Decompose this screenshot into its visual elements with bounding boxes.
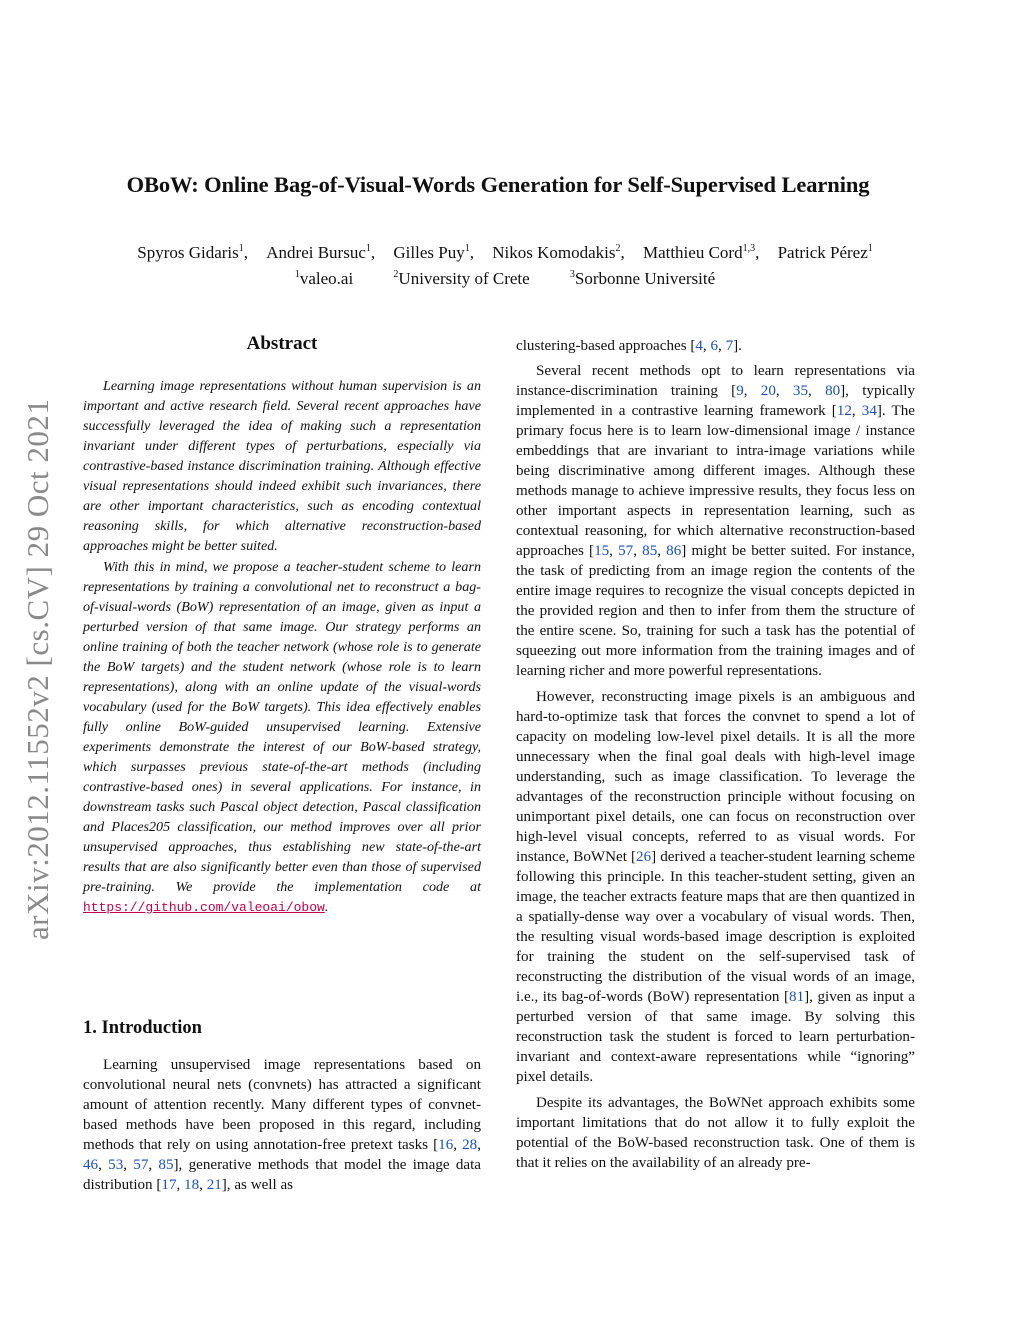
abstract-heading: Abstract (246, 333, 318, 354)
citation-link[interactable]: 16 (438, 1137, 454, 1153)
citation-link[interactable]: 28 (462, 1137, 478, 1153)
citation-link[interactable]: 6 (710, 338, 719, 354)
affiliation: $^1$valeo.ai (294, 269, 354, 288)
affiliation: $^2$University of Crete (393, 269, 530, 288)
citation-link[interactable]: 7 (725, 338, 734, 354)
author: Andrei Bursuc$^1$, (266, 243, 376, 262)
right-column-text (516, 336, 915, 1179)
citation-link[interactable]: 85 (158, 1157, 174, 1173)
author: Patrick Pérez$^1$ (777, 243, 873, 262)
citation-link[interactable]: 9 (736, 383, 744, 399)
citation-link[interactable]: 85 (642, 543, 658, 559)
citation-link[interactable]: 20 (760, 383, 776, 399)
citation-link[interactable]: 46 (83, 1157, 99, 1173)
citation-link[interactable]: 18 (184, 1177, 200, 1193)
body-paragraph: Despite its advantages, the BoWNet approach exhibits some important limitations that do not allow it to fully exploit the potential of the BoW-based reconstruction task. One of them is that it relies on the availability of an already pre- (516, 1095, 915, 1171)
body-paragraph: Several recent methods opt to learn representations via instance-discrimination training [9, 20, 35, 80], typically implemented in a contrastive learning framework [12, 34]. The primary focus here is to learn low-dimensional image / instance embeddings that are invariant to intra-image variations while being discriminative among different images. Although these methods manage to achieve impressive results, they focus less on other important aspects in representation learning, such as contextual reasoning, for which alternative reconstruction-based approaches [15, 57, 85, 86] might be better suited. For instance, the task of predicting from an image region the contents of the entire image requires to recognize the visual concepts depicted in the provided region and then to infer from them the structure of the entire scene. So, training for such a task has the potential of squeezing out more information from the training images and of learning richer and more powerful representations. (516, 363, 916, 679)
introduction-text (83, 1055, 481, 1195)
citation-link[interactable]: 80 (825, 383, 841, 399)
affiliation-list (60, 266, 950, 292)
citation-link[interactable]: 15 (594, 543, 610, 559)
abstract-paragraph: Learning image representations without human supervision is an important and active research field. Several recent approaches have successfully leveraged the idea of making such a representation invariant under different types of perturbations, especially via contrastive-based instance discrimination training. Although effective visual representations should indeed exhibit such invariances, there are other important characteristics, such as encoding contextual reasoning skills, for which alternative reconstruction-based approaches might be better suited. (83, 378, 481, 554)
arxiv-identifier-stamp: arXiv:2012.11552v2 [cs.CV] 29 Oct 2021 (20, 398, 55, 940)
author: Gilles Puy$^1$, (393, 243, 474, 262)
abstract-text (83, 376, 481, 918)
citation-link[interactable]: 4 (695, 338, 703, 354)
section-heading-introduction: 1. Introduction (83, 1018, 202, 1038)
citation-link[interactable]: 21 (206, 1177, 222, 1193)
author-block (60, 240, 950, 292)
citation-link[interactable]: 81 (789, 989, 805, 1005)
citation-link[interactable]: 57 (133, 1157, 149, 1173)
author-list (60, 240, 950, 266)
code-repository-link[interactable]: https://github.com/valeoai/obow (83, 900, 325, 915)
introduction-paragraph: Learning unsupervised image representations based on convolutional neural nets (convnets) has attracted a significant amount of attention recently. Many different types of convnet-based methods have been proposed in this regard, including methods that rely on using annotation-free pretext tasks [16, 28, 46, 53, 57, 85], generative methods that model the image data distribution [17, 18, 21], as well as (83, 1057, 482, 1193)
body-paragraph: However, reconstructing image pixels is an ambiguous and hard-to-optimize task that forces the convnet to spend a lot of capacity on modeling low-level pixel details. It is all the more unnecessary when the final goal deals with high-level image understanding, such as image classification. To leverage the advantages of the reconstruction principle without focusing on unimportant pixel details, one can focus on reconstruction over high-level visual concepts, referred to as visual words. For instance, BoWNet [26] derived a teacher-student learning scheme following this principle. In this teacher-student setting, given an image, the teacher extracts feature maps that are then quantized in a spatially-dense way over a vocabulary of visual words. Then, the resulting visual words-based image description is exploited for training the student on the self-supervised task of reconstructing the distribution of the visual words of an image, i.e., its bag-of-words (BoW) representation [81], given as input a perturbed version of that same image. By solving this reconstruction task the student is forced to learn perturbation-invariant and context-aware representations while “ignoring” pixel details. (516, 689, 916, 1085)
citation-link[interactable]: 53 (108, 1157, 124, 1173)
citation-link[interactable]: 17 (161, 1177, 177, 1193)
body-paragraph: clustering-based approaches [4, 6, 7]. (516, 338, 742, 354)
citation-link[interactable]: 57 (618, 543, 634, 559)
citation-link[interactable]: 26 (636, 849, 652, 865)
author: Nikos Komodakis$^2$, (492, 243, 625, 262)
citation-link[interactable]: 34 (861, 403, 877, 419)
paper-title: OBoW: Online Bag-of-Visual-Words Generation for Self-Supervised Learning (126, 172, 870, 197)
affiliation: $^3$Sorbonne Université (569, 269, 716, 288)
citation-link[interactable]: 35 (792, 383, 809, 399)
author: Spyros Gidaris$^1$, (137, 243, 249, 262)
citation-link[interactable]: 12 (836, 403, 852, 419)
citation-link[interactable]: 86 (666, 543, 682, 559)
author: Matthieu Cord$^{1,3}$, (642, 243, 760, 262)
abstract-paragraph: With this in mind, we propose a teacher-student scheme to learn representations by training a convolutional net to reconstruct a bag-of-visual-words (BoW) representation of an image, given as input a perturbed version of that same image. Our strategy performs an online training of both the teacher network (whose role is to generate the BoW targets) and the student network (whose role is to learn representations), along with an online update of the visual-words vocabulary (used for the BoW targets). This idea effectively enables fully online BoW-guided unsupervised learning. Extensive experiments demonstrate the interest of our BoW-based strategy, which surpasses previous state-of-the-art methods (including contrastive-based ones) in several applications. For instance, in downstream tasks such Pascal object detection, Pascal classification and Places205 classification, our method improves over all prior unsupervised approaches, thus establishing new state-of-the-art results that are also significantly better even than those of supervised pre-training. We provide the implementation code at https://github.com/valeoai/obow. (83, 559, 481, 915)
